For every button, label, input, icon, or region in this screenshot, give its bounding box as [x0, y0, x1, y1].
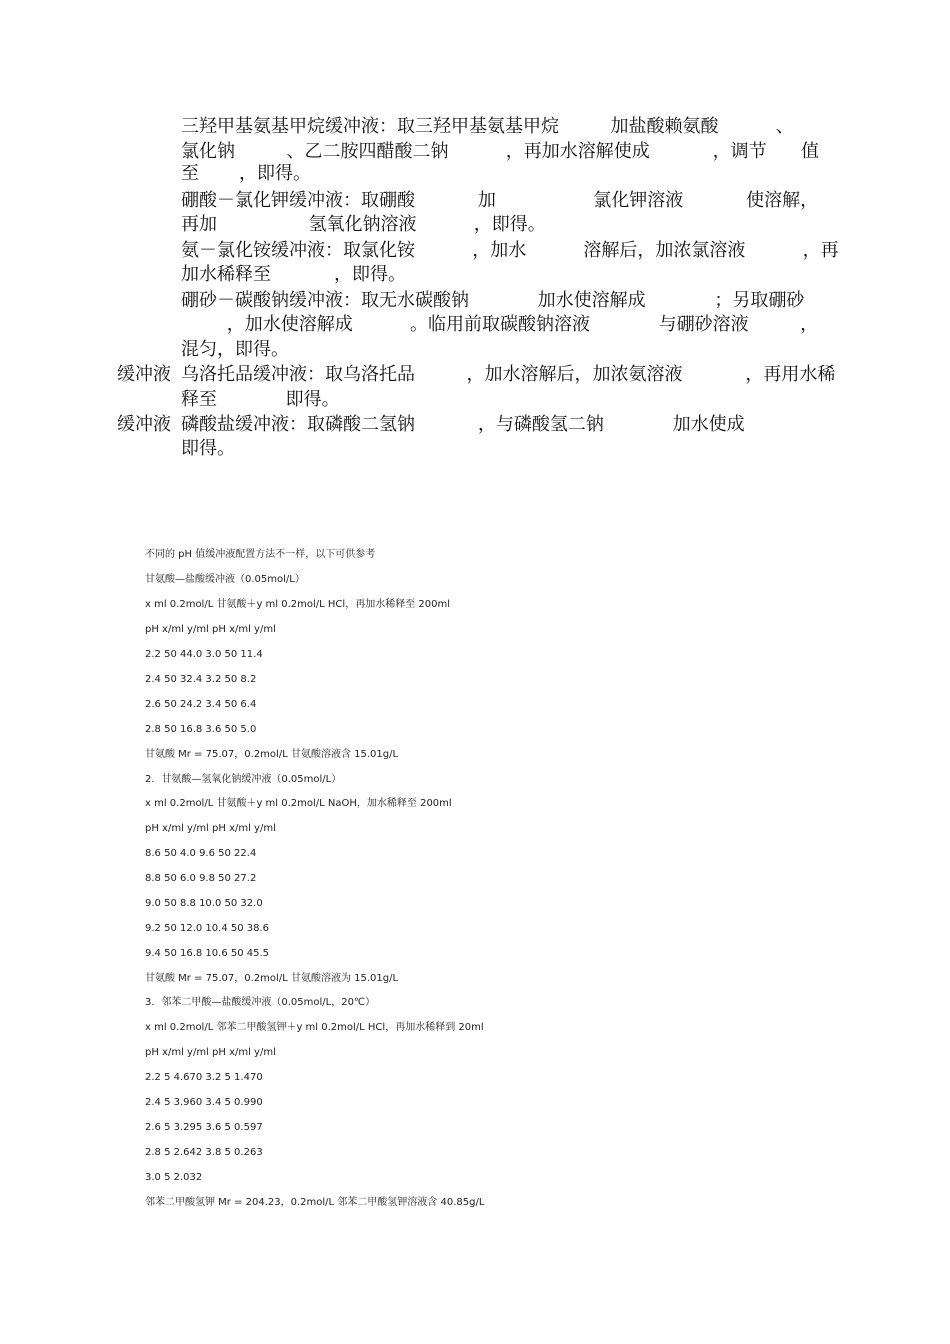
- ref-line: 2.2 50 44.0 3.0 50 11.4: [145, 649, 263, 660]
- text-line: 即得。: [181, 438, 235, 459]
- text-line: 混匀，即得。: [181, 339, 289, 360]
- ref-line: 2.6 50 24.2 3.4 50 6.4: [145, 699, 257, 710]
- section-label: 缓冲液: [117, 364, 171, 385]
- text-line: 加水稀释至 ，即得。: [181, 264, 406, 285]
- ref-line: 不同的 pH 值缓冲液配置方法不一样，以下可供参考: [145, 549, 376, 560]
- text-line: 硼砂－碳酸钠缓冲液：取无水碳酸钠 加水使溶解成 ；另取硼砂: [181, 290, 805, 311]
- text-line: 氨－氯化铵缓冲液：取氯化铵 ，加水 溶解后，加浓氯溶液 ，再: [181, 240, 839, 261]
- text-line: 乌洛托品缓冲液：取乌洛托品 ，加水溶解后，加浓氨溶液 ，再用水稀: [181, 364, 836, 385]
- section-label: 缓冲液: [117, 414, 171, 435]
- ref-line: 2.8 5 2.642 3.8 5 0.263: [145, 1147, 263, 1158]
- ref-line: 8.8 50 6.0 9.8 50 27.2: [145, 873, 257, 884]
- ref-line: 2.4 5 3.960 3.4 5 0.990: [145, 1097, 263, 1108]
- ref-line: 2.2 5 4.670 3.2 5 1.470: [145, 1072, 263, 1083]
- text-line: 释至 即得。: [181, 389, 340, 410]
- ref-line: 甘氨酸—盐酸缓冲液（0.05mol/L）: [145, 574, 305, 585]
- text-line: 三羟甲基氨基甲烷缓冲液：取三羟甲基氨基甲烷 加盐酸赖氨酸 、: [181, 116, 794, 137]
- ref-line: pH x/ml y/ml pH x/ml y/ml: [145, 624, 276, 635]
- text-line: 硼酸－氯化钾缓冲液：取硼酸 加 氯化钾溶液 使溶解，: [181, 190, 819, 211]
- ref-line: 邻苯二甲酸氢钾 Mr = 204.23，0.2mol/L 邻苯二甲酸氢钾溶液含 40.85g/L: [145, 1197, 485, 1208]
- ref-line: pH x/ml y/ml pH x/ml y/ml: [145, 823, 276, 834]
- ref-line: 3．邻苯二甲酸—盐酸缓冲液（0.05mol/L，20℃）: [145, 997, 376, 1008]
- ref-line: 9.2 50 12.0 10.4 50 38.6: [145, 923, 270, 934]
- ref-line: x ml 0.2mol/L 邻苯二甲酸氢钾＋y ml 0.2mol/L HCl，再加水稀释到 20ml: [145, 1022, 484, 1033]
- ref-line: x ml 0.2mol/L 甘氨酸＋y ml 0.2mol/L NaOH，加水稀释至 200ml: [145, 798, 452, 809]
- text-line: ，加水使溶解成 。临用前取碳酸钠溶液 与硼砂溶液 ，: [181, 314, 819, 335]
- text-line: 至 ，即得。: [181, 163, 312, 184]
- ref-line: 2.8 50 16.8 3.6 50 5.0: [145, 724, 257, 735]
- text-line: 磷酸盐缓冲液：取磷酸二氢钠 ，与磷酸氢二钠 加水使成: [181, 414, 745, 435]
- ref-line: 甘氨酸 Mr = 75.07，0.2mol/L 甘氨酸溶液为 15.01g/L: [145, 973, 399, 984]
- ref-line: 8.6 50 4.0 9.6 50 22.4: [145, 848, 257, 859]
- ref-line: 2．甘氨酸—氢氧化钠缓冲液（0.05mol/L）: [145, 774, 342, 785]
- ref-line: 9.4 50 16.8 10.6 50 45.5: [145, 948, 270, 959]
- text-line: 再加 氢氧化钠溶液 ，即得。: [181, 214, 546, 235]
- ref-line: 2.6 5 3.295 3.6 5 0.597: [145, 1122, 263, 1133]
- ref-line: 9.0 50 8.8 10.0 50 32.0: [145, 898, 263, 909]
- ref-line: pH x/ml y/ml pH x/ml y/ml: [145, 1047, 276, 1058]
- ref-line: 3.0 5 2.032: [145, 1172, 203, 1183]
- ref-line: 甘氨酸 Mr = 75.07，0.2mol/L 甘氨酸溶液含 15.01g/L: [145, 749, 399, 760]
- ref-line: x ml 0.2mol/L 甘氨酸＋y ml 0.2mol/L HCl，再加水稀释至 200ml: [145, 599, 450, 610]
- ref-line: 2.4 50 32.4 3.2 50 8.2: [145, 674, 257, 685]
- text-line: 氯化钠 、乙二胺四醋酸二钠 ，再加水溶解使成 ，调节 值: [181, 141, 819, 162]
